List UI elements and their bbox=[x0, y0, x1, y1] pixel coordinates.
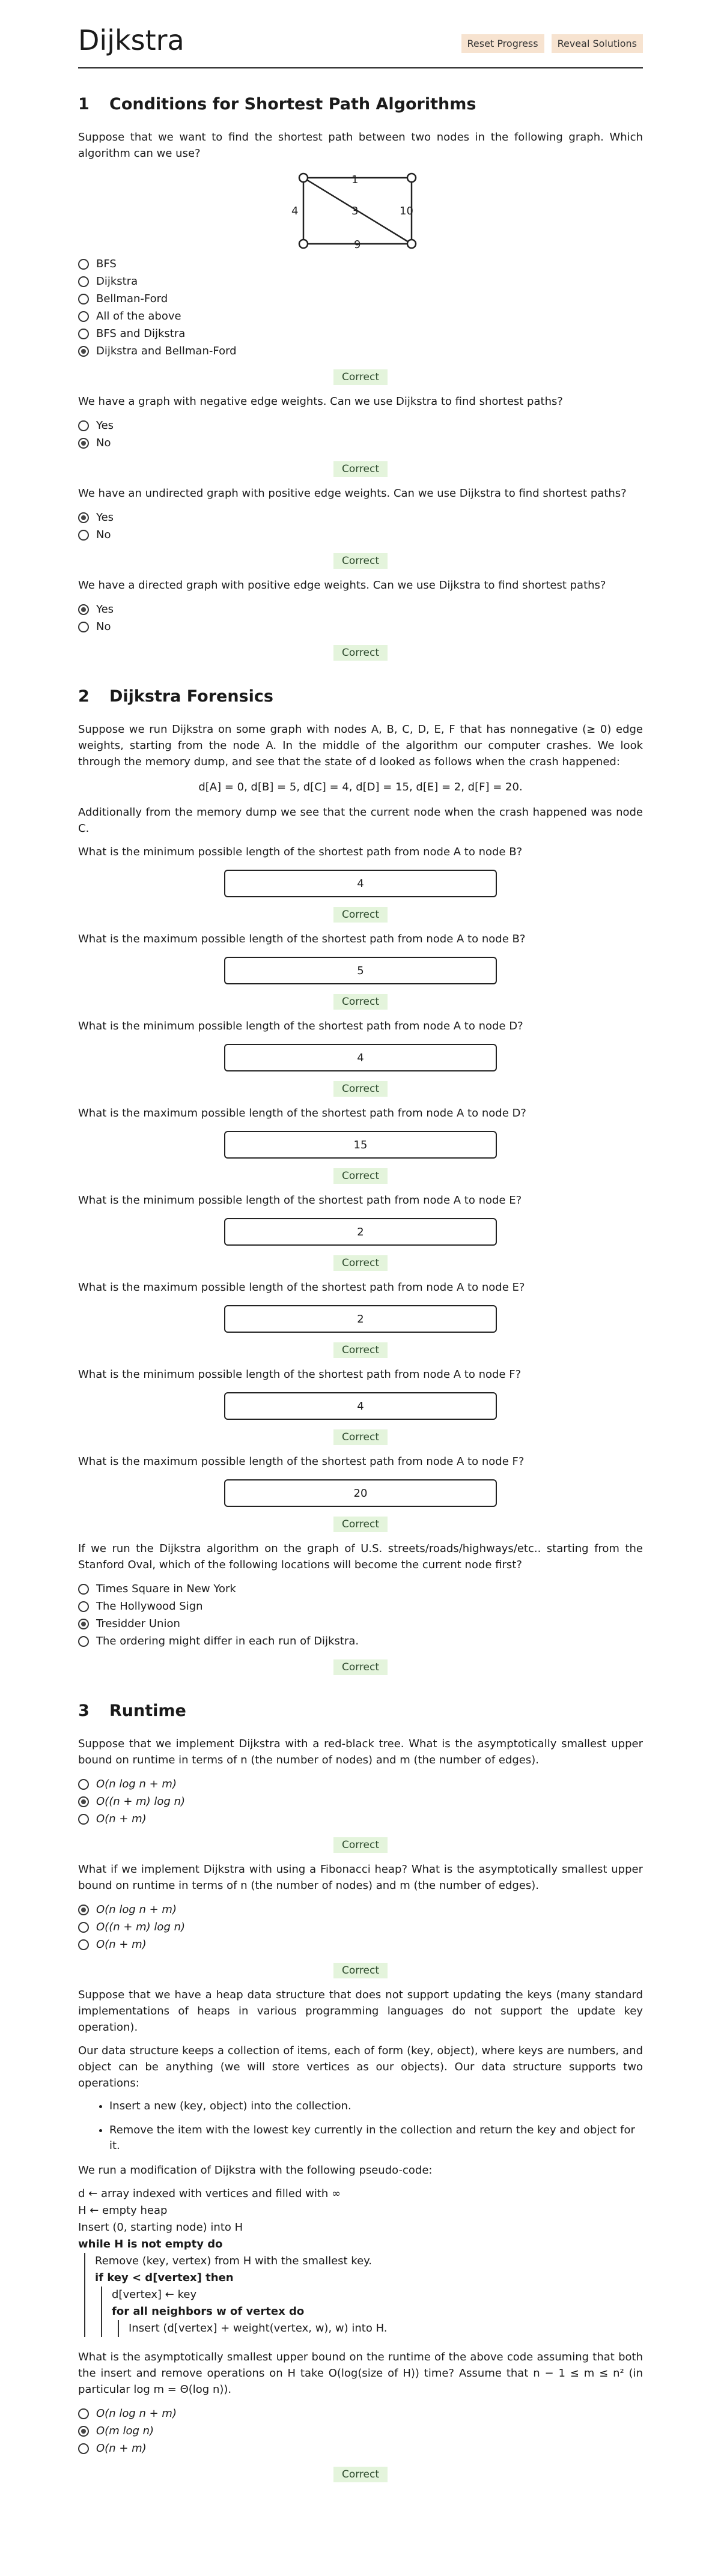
radio-button-selected[interactable] bbox=[78, 346, 89, 357]
pseudo-code-intro: We run a modification of Dijkstra with the following pseudo-code: bbox=[78, 2164, 433, 2177]
radio-button[interactable] bbox=[78, 622, 89, 632]
list-item: • Insert a new (key, object) into the collection. bbox=[109, 2099, 643, 2114]
memory-dump-formula: d[A] = 0, d[B] = 5, d[C] = 4, d[D] = 15, d[E] = 2, d[F] = 20. bbox=[198, 781, 523, 793]
question-text: What is the maximum possible length of the shortest path from node A to node F? bbox=[78, 1455, 525, 1468]
option-ordering-differs[interactable]: The ordering might differ in each run of Dijkstra. bbox=[78, 1632, 643, 1650]
option-dijkstra-bellman-ford[interactable]: Dijkstra and Bellman-Ford bbox=[78, 342, 643, 360]
radio-button[interactable] bbox=[78, 1814, 89, 1825]
radio-button[interactable] bbox=[78, 1922, 89, 1933]
s1-q1-options bbox=[78, 255, 643, 360]
option-yes[interactable]: Yes bbox=[78, 601, 643, 618]
option-yes[interactable]: Yes bbox=[78, 509, 643, 526]
graph-node bbox=[407, 174, 416, 182]
graph-node bbox=[299, 240, 308, 248]
radio-button[interactable] bbox=[78, 1636, 89, 1647]
answer-input[interactable]: 2 bbox=[224, 1305, 497, 1333]
status-badge: Correct bbox=[333, 994, 388, 1010]
code-line: Remove (key, vertex) from H with the smallest key. bbox=[95, 2255, 372, 2267]
s1-q4-text: We have a directed graph with positive edge weights. Can we use Dijkstra to find shortest paths? bbox=[78, 579, 606, 592]
reset-progress-button[interactable]: Reset Progress bbox=[461, 34, 544, 53]
radio-button[interactable] bbox=[78, 259, 89, 270]
page-title: Dijkstra bbox=[78, 24, 184, 56]
radio-button[interactable] bbox=[78, 294, 89, 305]
option-all[interactable]: All of the above bbox=[78, 308, 643, 325]
question-text: What is the maximum possible length of the shortest path from node A to node E? bbox=[78, 1281, 525, 1294]
edge-weight-label: 4 bbox=[291, 205, 299, 217]
s3-q1-text: Suppose that we implement Dijkstra with a red-black tree. What is the asymptotically smallest upper bound on runtime in terms of n (the number of nodes) and m (the number of edges). bbox=[78, 1738, 643, 1766]
option-mlogn[interactable]: O(m log n) bbox=[78, 2422, 643, 2440]
question-text: What is the minimum possible length of the shortest path from node A to node E? bbox=[78, 1194, 522, 1207]
option-n-plus-m[interactable]: O(n + m) bbox=[78, 1810, 643, 1828]
option-n-plus-m-logn[interactable]: O((n + m) log n) bbox=[78, 1918, 643, 1936]
code-line: while H is not empty do bbox=[78, 2238, 223, 2250]
reveal-solutions-button[interactable]: Reveal Solutions bbox=[552, 34, 643, 53]
answer-input[interactable]: 4 bbox=[224, 1392, 497, 1420]
option-yes[interactable]: Yes bbox=[78, 417, 643, 434]
radio-button-selected[interactable] bbox=[78, 604, 89, 615]
code-line: if key < d[vertex] then bbox=[95, 2271, 234, 2284]
code-line: H ← empty heap bbox=[78, 2204, 168, 2217]
radio-button[interactable] bbox=[78, 329, 89, 339]
radio-button[interactable] bbox=[78, 311, 89, 322]
pseudo-code bbox=[78, 2186, 643, 2337]
graph-node bbox=[407, 240, 416, 248]
option-no[interactable]: No bbox=[78, 618, 643, 635]
option-n-plus-m[interactable]: O(n + m) bbox=[78, 2440, 643, 2457]
option-bellman-ford[interactable]: Bellman-Ford bbox=[78, 290, 643, 308]
operations-list bbox=[78, 2099, 643, 2154]
status-badge: Correct bbox=[333, 1963, 388, 1978]
heap-paragraph-2: Our data structure keeps a collection of items, each of form (key, object), where keys are numbers, and object can be anything (we will store vertices as our objects). Our data structure supports two operations: bbox=[78, 2044, 643, 2090]
heap-paragraph-1: Suppose that we have a heap data structure that does not support updating the keys (many standard implementations of heaps in various programming languages do not support the update key operation). bbox=[78, 1989, 643, 2034]
forensics-questions bbox=[78, 844, 643, 1532]
radio-button[interactable] bbox=[78, 276, 89, 287]
edge-weight-label: 9 bbox=[354, 238, 361, 251]
option-nlogn-plus-m[interactable]: O(n log n + m) bbox=[78, 1775, 643, 1793]
radio-button-selected[interactable] bbox=[78, 1619, 89, 1629]
option-times-square[interactable]: Times Square in New York bbox=[78, 1580, 643, 1598]
radio-button-selected[interactable] bbox=[78, 2426, 89, 2437]
radio-button[interactable] bbox=[78, 1601, 89, 1612]
radio-button[interactable] bbox=[78, 420, 89, 431]
answer-input[interactable]: 2 bbox=[224, 1218, 497, 1246]
s1-q1-text: Suppose that we want to find the shortest path between two nodes in the following graph. Which algorithm can we use? bbox=[78, 131, 643, 160]
edge-weight-label: 3 bbox=[351, 205, 359, 217]
edge-weight-label: 10 bbox=[400, 205, 413, 217]
radio-button-selected[interactable] bbox=[78, 438, 89, 449]
header-buttons bbox=[461, 34, 643, 53]
code-block bbox=[84, 2253, 643, 2337]
s2-additional: Additionally from the memory dump we see that the current node when the crash happened was node C. bbox=[78, 806, 643, 835]
option-hollywood-sign[interactable]: The Hollywood Sign bbox=[78, 1598, 643, 1615]
section-2-heading: 2 Dijkstra Forensics bbox=[78, 687, 273, 706]
option-dijkstra[interactable]: Dijkstra bbox=[78, 273, 643, 290]
radio-button-selected[interactable] bbox=[78, 1796, 89, 1807]
s1-q2-text: We have a graph with negative edge weights. Can we use Dijkstra to find shortest paths? bbox=[78, 395, 563, 408]
radio-button-selected[interactable] bbox=[78, 1905, 89, 1915]
answer-input[interactable]: 5 bbox=[224, 957, 497, 984]
status-badge: Correct bbox=[333, 907, 388, 923]
status-badge: Correct bbox=[333, 1168, 388, 1184]
s3-q2-text: What if we implement Dijkstra with using a Fibonacci heap? What is the asymptotically smallest upper bound on runtime in terms of n (the number of nodes) and m (the number of edges). bbox=[78, 1863, 643, 1892]
stanford-question: If we run the Dijkstra algorithm on the graph of U.S. streets/roads/highways/etc.. starting from the Stanford Oval, which of the following locations will become the current node first? bbox=[78, 1542, 643, 1571]
status-badge: Correct bbox=[333, 461, 388, 477]
status-badge: Correct bbox=[333, 369, 388, 385]
question-text: What is the minimum possible length of the shortest path from node A to node F? bbox=[78, 1368, 522, 1381]
option-n-plus-m[interactable]: O(n + m) bbox=[78, 1936, 643, 1953]
edge-weight-label: 1 bbox=[351, 174, 359, 186]
option-no[interactable]: No bbox=[78, 526, 643, 544]
code-line: for all neighbors w of vertex do bbox=[112, 2305, 305, 2318]
status-badge: Correct bbox=[333, 1255, 388, 1271]
option-bfs-dijkstra[interactable]: BFS and Dijkstra bbox=[78, 325, 643, 342]
question-text: What is the minimum possible length of the shortest path from node A to node D? bbox=[78, 1020, 523, 1032]
option-tresidder-union[interactable]: Tresidder Union bbox=[78, 1615, 643, 1632]
code-block bbox=[118, 2320, 643, 2337]
status-badge: Correct bbox=[333, 1659, 388, 1675]
radio-button[interactable] bbox=[78, 1584, 89, 1595]
status-badge: Correct bbox=[333, 1081, 388, 1097]
s1-q3-text: We have an undirected graph with positive edge weights. Can we use Dijkstra to find shortest paths? bbox=[78, 487, 627, 500]
question-text: What is the maximum possible length of the shortest path from node A to node B? bbox=[78, 933, 526, 945]
question-text: What is the maximum possible length of the shortest path from node A to node D? bbox=[78, 1107, 526, 1120]
option-no[interactable]: No bbox=[78, 434, 643, 452]
option-nlogn-plus-m[interactable]: O(n log n + m) bbox=[78, 2405, 643, 2422]
radio-button[interactable] bbox=[78, 1779, 89, 1790]
answer-input[interactable]: 20 bbox=[224, 1479, 497, 1507]
status-badge: Correct bbox=[333, 645, 388, 661]
option-bfs[interactable]: BFS bbox=[78, 255, 643, 273]
radio-button[interactable] bbox=[78, 1939, 89, 1950]
code-block bbox=[101, 2287, 643, 2337]
answer-input[interactable]: 15 bbox=[224, 1131, 497, 1159]
question-text: What is the minimum possible length of the shortest path from node A to node B? bbox=[78, 846, 523, 858]
section-1-heading: 1 Conditions for Shortest Path Algorithms bbox=[78, 95, 476, 114]
code-line: d ← array indexed with vertices and filled with ∞ bbox=[78, 2187, 341, 2200]
s2-intro: Suppose we run Dijkstra on some graph with nodes A, B, C, D, E, F that has nonnegative (≥ 0) edge weights, starting from the node A. In the middle of the algorithm our computer crashes. We look through the memory dump, and see that the state of d looked as follows when the crash happened: bbox=[78, 723, 643, 768]
option-n-plus-m-logn[interactable]: O((n + m) log n) bbox=[78, 1793, 643, 1810]
status-badge: Correct bbox=[333, 553, 388, 569]
radio-button[interactable] bbox=[78, 2443, 89, 2454]
status-badge: Correct bbox=[333, 1837, 388, 1853]
code-line: Insert (0, starting node) into H bbox=[78, 2221, 243, 2234]
status-badge: Correct bbox=[333, 2467, 388, 2482]
option-nlogn-plus-m[interactable]: O(n log n + m) bbox=[78, 1901, 643, 1918]
example-graph bbox=[291, 169, 430, 253]
status-badge: Correct bbox=[333, 1429, 388, 1445]
radio-button-selected[interactable] bbox=[78, 512, 89, 523]
page bbox=[78, 0, 643, 2482]
answer-input[interactable]: 4 bbox=[224, 1044, 497, 1071]
s3-q3-text: What is the asymptotically smallest upper bound on the runtime of the above code assuming that both the insert and remove operations on H take O(log(size of H)) time? Assume that n − 1 ≤ m ≤ n² (in particular log m = Θ(log n)). bbox=[78, 2351, 643, 2396]
radio-button[interactable] bbox=[78, 2408, 89, 2419]
answer-input[interactable]: 4 bbox=[224, 870, 497, 897]
graph-node bbox=[299, 174, 308, 182]
code-line: d[vertex] ← key bbox=[112, 2288, 197, 2301]
status-badge: Correct bbox=[333, 1342, 388, 1358]
list-item: • Remove the item with the lowest key currently in the collection and return the key and object for it. bbox=[109, 2123, 643, 2154]
radio-button[interactable] bbox=[78, 530, 89, 541]
section-3-heading: 3 Runtime bbox=[78, 1702, 186, 1720]
status-badge: Correct bbox=[333, 1517, 388, 1532]
code-line: Insert (d[vertex] + weight(vertex, w), w) into H. bbox=[129, 2322, 388, 2335]
header bbox=[78, 24, 643, 68]
